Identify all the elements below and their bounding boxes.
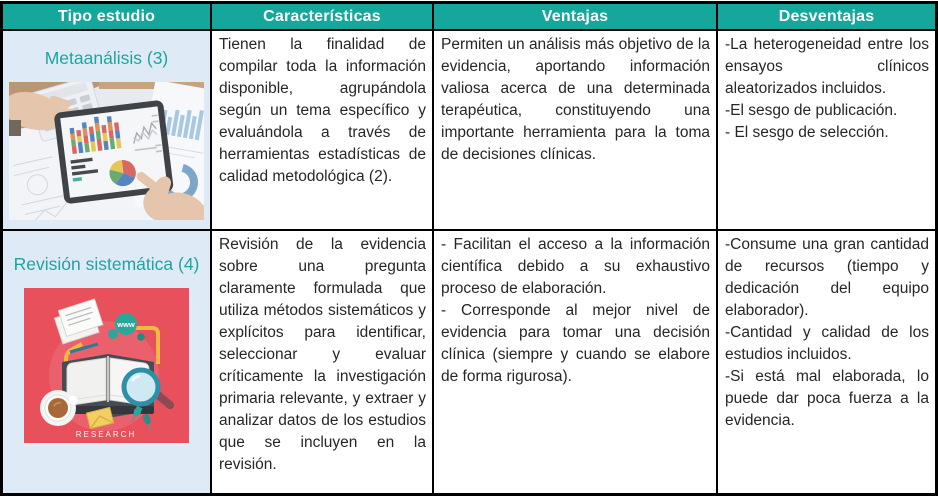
research-label: RESEARCH bbox=[75, 430, 137, 439]
ventaja-item: Permiten un análisis más objetivo de la evidencia, aportando información valiosa acerca de una determinada terapéutica, constituyendo una importante herramienta para la toma de decisiones clínicas. bbox=[441, 36, 710, 163]
header-cell-caracteristicas bbox=[212, 4, 434, 31]
cell-type-revision-sistematica bbox=[3, 231, 212, 493]
cell-ventajas-revision bbox=[434, 231, 718, 493]
desventaja-item: -La heterogeneidad entre los ensayos clínicos aleatorizados incluidos. bbox=[725, 36, 929, 97]
caracteristicas-text: Revisión de la evidencia sobre una pregunta claramente formulada que utiliza métodos sistemáticos y explícitos para identificar, seleccionar y evaluar críticamente la investigación primaria relevante, y extraer y analizar datos de los estudios que se incluyen en la revisión. bbox=[219, 236, 426, 473]
header-cell-ventajas bbox=[434, 4, 718, 31]
desventaja-item: -El sesgo de publicación. bbox=[725, 102, 898, 119]
ventaja-item: - Facilitan el acceso a la información científica debido a su exhaustivo proceso de elaboración. bbox=[441, 236, 710, 297]
svg-text:www: www bbox=[117, 320, 135, 329]
desventaja-item: -Consume una gran cantidad de recursos (tiempo y dedicación del equipo elaborador). bbox=[725, 236, 929, 319]
cell-desventajas-metaanalisis bbox=[718, 31, 935, 231]
desventaja-item: - El sesgo de selección. bbox=[725, 124, 889, 141]
cell-caracteristicas-revision bbox=[212, 231, 434, 493]
header-cell-desventajas bbox=[718, 4, 935, 31]
cell-desventajas-revision bbox=[718, 231, 935, 493]
desventaja-item: -Cantidad y calidad de los estudios incluidos. bbox=[725, 324, 929, 363]
header-label: Desventajas bbox=[778, 7, 875, 25]
comparison-table bbox=[0, 1, 938, 496]
desventaja-item: -Si está mal elaborada, lo puede dar poca fuerza a la evidencia. bbox=[725, 368, 929, 429]
header-label: Características bbox=[263, 7, 381, 25]
ventaja-item: - Corresponde al mejor nivel de evidencia para tomar una decisión clínica (siempre y cuando se elabore de forma rigurosa). bbox=[441, 302, 710, 385]
cell-ventajas-metaanalisis bbox=[434, 31, 718, 231]
header-cell-tipo-estudio bbox=[3, 4, 212, 31]
header-label: Ventajas bbox=[541, 7, 609, 25]
header-label: Tipo estudio bbox=[57, 7, 156, 25]
study-type-label: Revisión sistemática (4) bbox=[13, 254, 200, 274]
cell-caracteristicas-metaanalisis bbox=[212, 31, 434, 231]
caracteristicas-text: Tienen la finalidad de compilar toda la información disponible, agrupándola según un tema específico y evaluándola a través de herramientas estadísticas de calidad metodológica (2). bbox=[219, 36, 426, 185]
research-illustration bbox=[24, 288, 189, 443]
metaanalysis-photo bbox=[9, 82, 204, 220]
cell-type-metaanalisis bbox=[3, 31, 212, 231]
study-type-label: Metaanálisis (3) bbox=[44, 48, 169, 68]
